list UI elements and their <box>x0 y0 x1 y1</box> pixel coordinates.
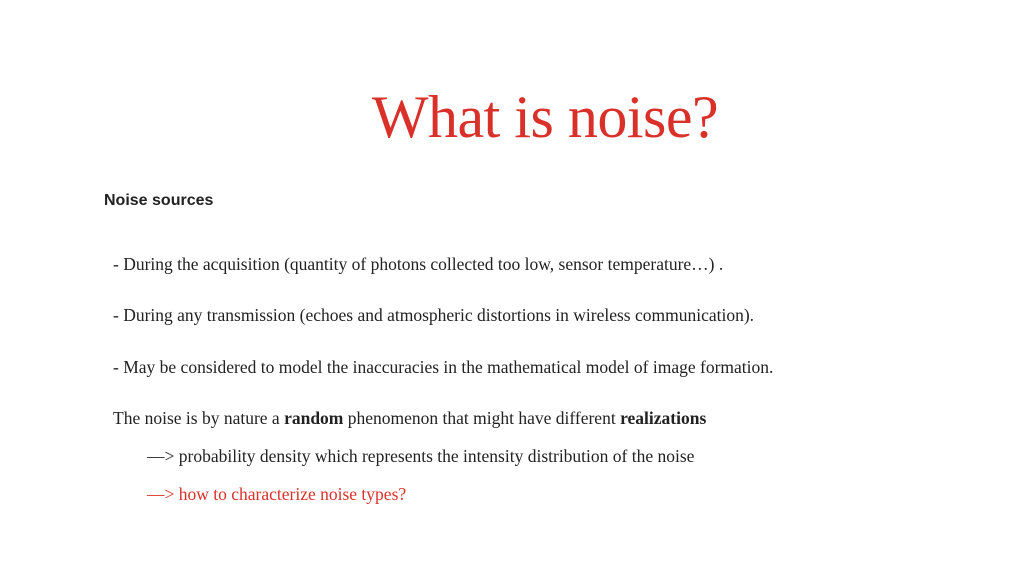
statement-bold-realizations: realizations <box>620 408 707 428</box>
bullet-transmission: - During any transmission (echoes and atmospheric distortions in wireless communication). <box>113 305 755 325</box>
bullet-acquisition: - During the acquisition (quantity of photons collected too low, sensor temperature…) . <box>113 254 724 274</box>
noise-statement <box>113 407 706 429</box>
slide-title: What is noise? <box>371 84 719 150</box>
statement-bold-random: random <box>284 408 344 428</box>
statement-text-1: The noise is by nature a <box>113 408 285 428</box>
bullet-model-inaccuracies: - May be considered to model the inaccuracies in the mathematical model of image formation. <box>113 357 774 377</box>
arrow-line-characterize-noise: —> how to characterize noise types? <box>147 484 407 504</box>
section-heading: Noise sources <box>104 192 214 209</box>
statement-text-2: phenomenon that might have different <box>343 408 621 428</box>
arrow-line-probability-density: —> probability density which represents the intensity distribution of the noise <box>147 446 695 466</box>
